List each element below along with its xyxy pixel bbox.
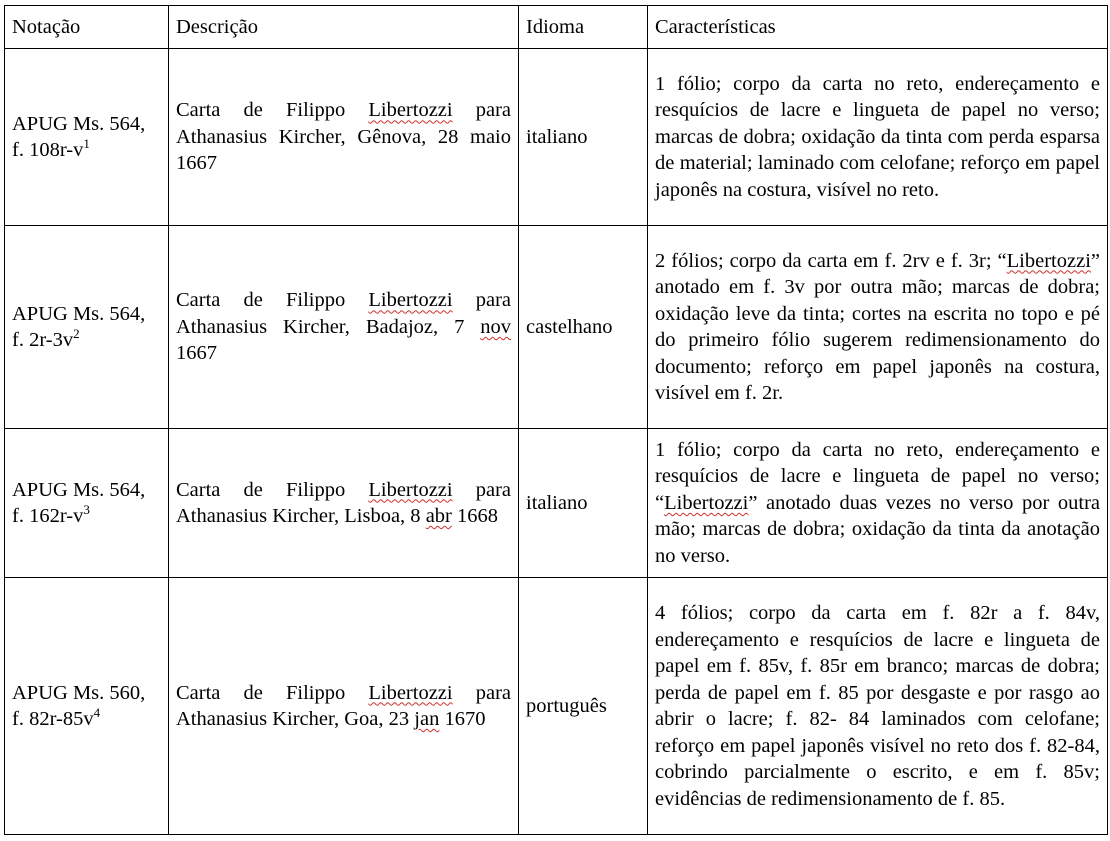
descricao-text: Carta de Filippo	[176, 681, 369, 704]
name-libertozzi: Libertozzi	[1006, 249, 1091, 272]
idioma-cell: castelhano	[519, 226, 648, 429]
descricao-cell	[169, 49, 519, 226]
caracteristicas-cell	[648, 226, 1108, 429]
descricao-text: Carta de Filippo	[176, 478, 369, 501]
caracteristicas-text-end: ” anotado em f. 3v por outra mão; marcas de dobra; oxidação leve da tinta; cortes na escrita no topo e pé do primeiro fólio sugerem redimensionamento do documento; reforço em papel japonês na costura, visível em f. 2r.	[655, 249, 1100, 404]
header-caracteristicas: Características	[648, 6, 1108, 49]
name-libertozzi: Libertozzi	[664, 491, 749, 514]
descricao-text: Carta de Filippo	[176, 99, 369, 122]
notacao-line1: APUG Ms. 564,	[12, 478, 146, 501]
footnote-ref: 3	[83, 502, 90, 517]
month-abbrev: abr	[425, 505, 452, 527]
notacao-line2: f. 108r-v	[12, 139, 84, 161]
idioma-cell: português	[519, 578, 648, 835]
notacao-line2: f. 2r-3v	[12, 329, 74, 351]
descricao-cell	[169, 578, 519, 835]
caracteristicas-text-end: ” anotado duas vezes no verso por outra mão; marcas de dobra; oxidação da tinta da anotação no verso.	[655, 491, 1100, 567]
notacao-cell	[5, 49, 169, 226]
notacao-cell	[5, 226, 169, 429]
table-row	[5, 578, 1108, 835]
descricao-text-end: para Athanasius Kircher, Gênova, 28 maio 1667	[176, 99, 511, 175]
notacao-cell	[5, 578, 169, 835]
documents-table	[4, 5, 1108, 835]
descricao-text-mid: para Athanasius Kircher, Goa, 23	[176, 681, 511, 730]
notacao-line1: APUG Ms. 564,	[12, 112, 146, 135]
table-row	[5, 49, 1108, 226]
footnote-ref: 2	[73, 326, 80, 341]
table-row	[5, 429, 1108, 578]
notacao-line1: APUG Ms. 560,	[12, 681, 146, 704]
caracteristicas-cell: 4 fólios; corpo da carta em f. 82r a f. 84v, endereçamento e resquícios de lacre e lingueta de papel em f. 85v, f. 85r em branco; marcas de dobra; perda de papel em f. 85 por desgaste e por rasgo ao abrir o lacre; f. 82- 84 laminados com celofane; reforço em papel japonês visível no reto dos f. 82-84, cobrindo parcialmente o escrito, e em f. 85v; evidências de redimensionamento de f. 85.	[648, 578, 1108, 835]
footnote-ref: 1	[83, 136, 90, 151]
header-descricao: Descrição	[169, 6, 519, 49]
table-row	[5, 226, 1108, 429]
descricao-cell	[169, 226, 519, 429]
header-notacao: Notação	[5, 6, 169, 49]
month-abbrev: nov	[480, 315, 511, 338]
caracteristicas-cell	[648, 429, 1108, 578]
caracteristicas-cell: 1 fólio; corpo da carta no reto, endereçamento e resquícios de lacre e lingueta de papel no verso; marcas de dobra; oxidação da tinta com perda esparsa de material; laminado com celofane; reforço em papel japonês na costura, visível no reto.	[648, 49, 1108, 226]
header-idioma: Idioma	[519, 6, 648, 49]
header-row	[5, 6, 1108, 49]
descricao-text-end: 1668	[451, 505, 498, 527]
descricao-text: Carta de Filippo	[176, 289, 369, 312]
descricao-cell	[169, 429, 519, 578]
descricao-text-end: 1670	[439, 708, 486, 730]
idioma-cell: italiano	[519, 429, 648, 578]
name-libertozzi: Libertozzi	[368, 289, 453, 312]
month-abbrev: jan	[414, 708, 440, 730]
descricao-text-mid: para Athanasius Kircher, Lisboa, 8	[176, 478, 511, 527]
notacao-cell	[5, 429, 169, 578]
caracteristicas-text: 2 fólios; corpo da carta em f. 2rv e f. 3r; “	[655, 249, 1007, 272]
idioma-cell: italiano	[519, 49, 648, 226]
name-libertozzi: Libertozzi	[368, 99, 453, 122]
name-libertozzi: Libertozzi	[368, 478, 453, 501]
notacao-line1: APUG Ms. 564,	[12, 302, 146, 325]
footnote-ref: 4	[93, 705, 101, 720]
name-libertozzi: Libertozzi	[368, 681, 453, 704]
descricao-text-mid: para Athanasius Kircher, Badajoz, 7	[176, 289, 511, 338]
caracteristicas-text: 1 fólio; corpo da carta no reto, endereçamento e resquícios de lacre e lingueta de papel no verso; “	[655, 438, 1100, 514]
notacao-line2: f. 162r-v	[12, 505, 84, 527]
descricao-text-end: 1667	[176, 342, 217, 365]
notacao-line2: f. 82r-85v	[12, 708, 94, 730]
